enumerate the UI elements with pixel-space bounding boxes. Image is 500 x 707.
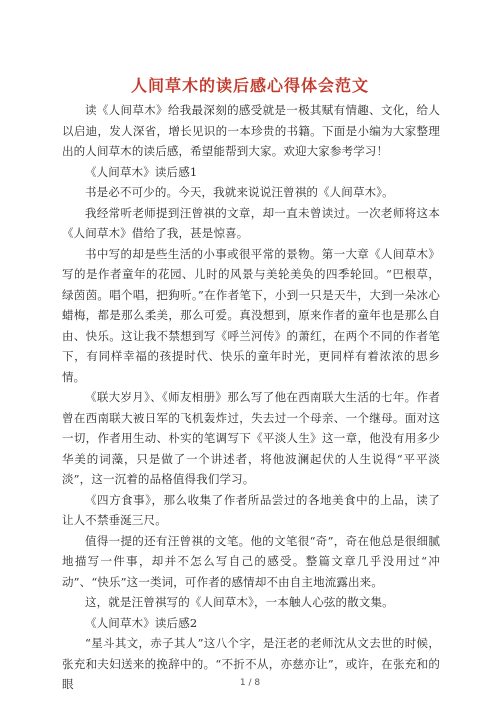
page-number: 1 / 8 — [239, 678, 261, 688]
paragraph: 这，就是汪曾祺写的《人间草木》，一本触人心弦的散文集。 — [85, 595, 394, 609]
paragraph: “星斗其文，赤子其人”这八个字，是汪老的老师沈从文去世的时候，张充和夫妇送来的挽辞中的。“不折不从，亦慈亦让”，或许，在张充和的眼 — [62, 636, 440, 691]
section-heading-1: 《人间草木》读后感1 — [85, 164, 198, 179]
paragraph: 值得一提的还有汪曾祺的文笔。他的文笔很“奇”，奇在他总是很细腻地描写一件事，却并不怎么写自己的感受。整篇文章几乎没用过“冲动”、“快乐”这一类词，可作者的感情却不由自主地流露出来。 — [62, 533, 440, 589]
document-body — [62, 100, 440, 695]
paragraph-intro: 读《人间草木》给我最深刻的感受就是一极其赋有情趣、文化，给人以启迪，发人深省，增长见识的一本珍贵的书籍。下面是小编为大家整理出的人间草木的读后感，希望能帮到大家。欢迎大家参考学习！ — [62, 103, 440, 158]
paragraph: 我经常听老师提到汪曾祺的文章，却一直未曾读过。一次老师将这本《人间草木》借给了我，甚是惊喜。 — [62, 205, 440, 240]
document-title: 人间草木的读后感心得体会范文 — [130, 76, 369, 95]
paragraph: 书中写的却是些生活的小事或很平常的景物。第一大章《人间草木》写的是作者童年的花园、儿时的风景与美轮美奂的四季轮回。“巴根草，绿茵茵。唱个唱，把狗听。”在作者笔下，小到一只是天牛，大到一朵冰心蜡梅，都是那么柔美，那么可爱。真没想到，原来作者的童年也是那么自由、快乐。这让我不禁想到写《呼兰河传》的萧红，在两个不同的作者笔下，有同样幸福的孩提时代、快乐的童年时光，更同样有着浓浓的思乡情。 — [62, 246, 440, 384]
paragraph: 《联大岁月》、《师友相册》那么写了他在西南联大生活的七年。作者曾在西南联大被日军的飞机轰炸过，失去过一个母亲、一个继母。面对这一切，作者用生动、朴实的笔调写下《平淡人生》这一章，他没有用多少华美的词藻，只是做了一个讲述者，将他波澜起伏的人生说得“平平淡淡”，这一沉着的品格值得我们学习。 — [62, 390, 440, 486]
paragraph: 书是必不可少的。今天，我就来说说汪曾祺的《人间草木》。 — [85, 185, 394, 199]
section-heading-2: 《人间草木》读后感2 — [85, 615, 198, 630]
paragraph: 《四方食事》，那么收集了作者所品尝过的各地美食中的上品，读了让人不禁垂涎三尺。 — [62, 492, 440, 527]
